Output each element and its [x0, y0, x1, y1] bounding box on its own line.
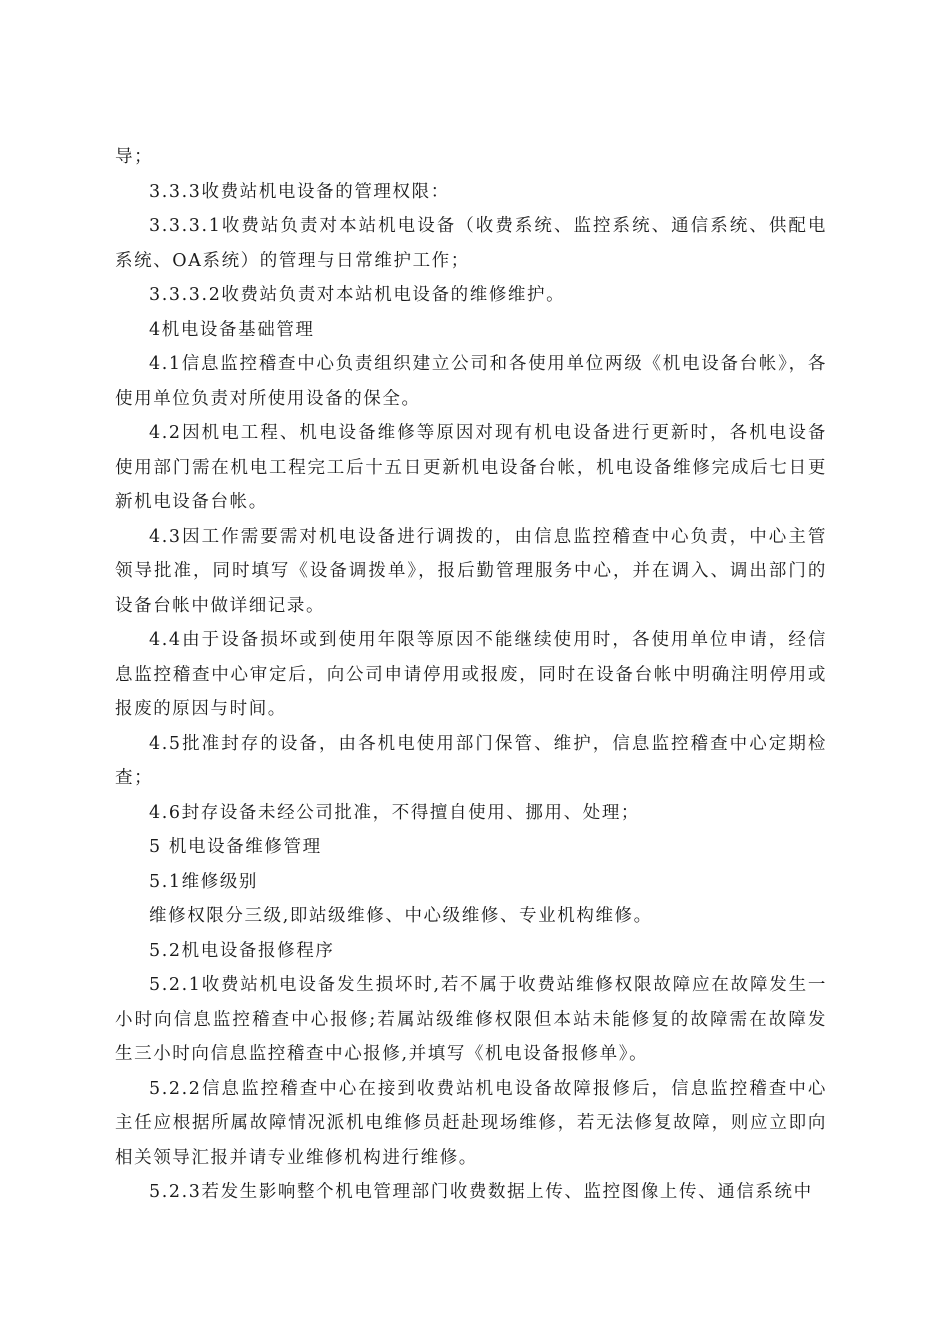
paragraph-continuation: 导；: [115, 147, 154, 167]
heading-5-1: 5.1维修级别: [149, 871, 259, 892]
paragraph-3-3-3-1: 3.3.3.1收费站负责对本站机电设备（收费系统、监控系统、通信系统、供配电系统、OA系统）的管理与日常维护工作；: [115, 216, 827, 271]
paragraph-4-3: 4.3因工作需要需对机电设备进行调拨的，由信息监控稽查中心负责，中心主管领导批准，同时填写《设备调拨单》，报后勤管理服务中心，并在调入、调出部门的设备台帐中做详细记录。: [115, 526, 827, 616]
paragraph-5-1-body: 维修权限分三级,即站级维修、中心级维修、专业机构维修。: [149, 906, 653, 926]
heading-5-2: 5.2机电设备报修程序: [149, 940, 335, 961]
paragraph-4-2: 4.2因机电工程、机电设备维修等原因对现有机电设备进行更新时，各机电设备使用部门需在机电工程完工后十五日更新机电设备台帐，机电设备维修完成后七日更新机电设备台帐。: [115, 423, 827, 512]
paragraph-4-6: 4.6封存设备未经公司批准，不得擅自使用、挪用、处理；: [149, 802, 641, 823]
paragraph-3-3-3: 3.3.3收费站机电设备的管理权限：: [149, 181, 450, 202]
paragraph-4-5: 4.5批准封存的设备，由各机电使用部门保管、维护，信息监控稽查中心定期检查；: [115, 733, 827, 788]
paragraph-5-2-1: 5.2.1收费站机电设备发生损坏时,若不属于收费站维修权限故障应在故障发生一小时向信息监控稽查中心报修;若属站级维修权限但本站未能修复的故障需在故障发生三小时向信息监控稽查中心报修,并填写《机电设备报修单》。: [115, 975, 827, 1064]
paragraph-4-1: 4.1信息监控稽查中心负责组织建立公司和各使用单位两级《机电设备台帐》，各使用单位负责对所使用设备的保全。: [115, 354, 827, 409]
document-body: [115, 140, 827, 1210]
heading-section-4: 4机电设备基础管理: [149, 319, 315, 340]
paragraph-4-4: 4.4由于设备损坏或到使用年限等原因不能继续使用时，各使用单位申请，经信息监控稽查中心审定后，向公司申请停用或报废，同时在设备台帐中明确注明停用或报废的原因与时间。: [115, 630, 827, 719]
heading-section-5: 5 机电设备维修管理: [149, 837, 322, 857]
paragraph-3-3-3-2: 3.3.3.2收费站负责对本站机电设备的维修维护。: [149, 285, 566, 305]
paragraph-5-2-3: 5.2.3若发生影响整个机电管理部门收费数据上传、监控图像上传、通信系统中: [149, 1182, 813, 1202]
paragraph-5-2-2: 5.2.2信息监控稽查中心在接到收费站机电设备故障报修后，信息监控稽查中心主任应根据所属故障情况派机电维修员赶赴现场维修，若无法修复故障，则应立即向相关领导汇报并请专业维修机构进行维修。: [115, 1078, 827, 1168]
